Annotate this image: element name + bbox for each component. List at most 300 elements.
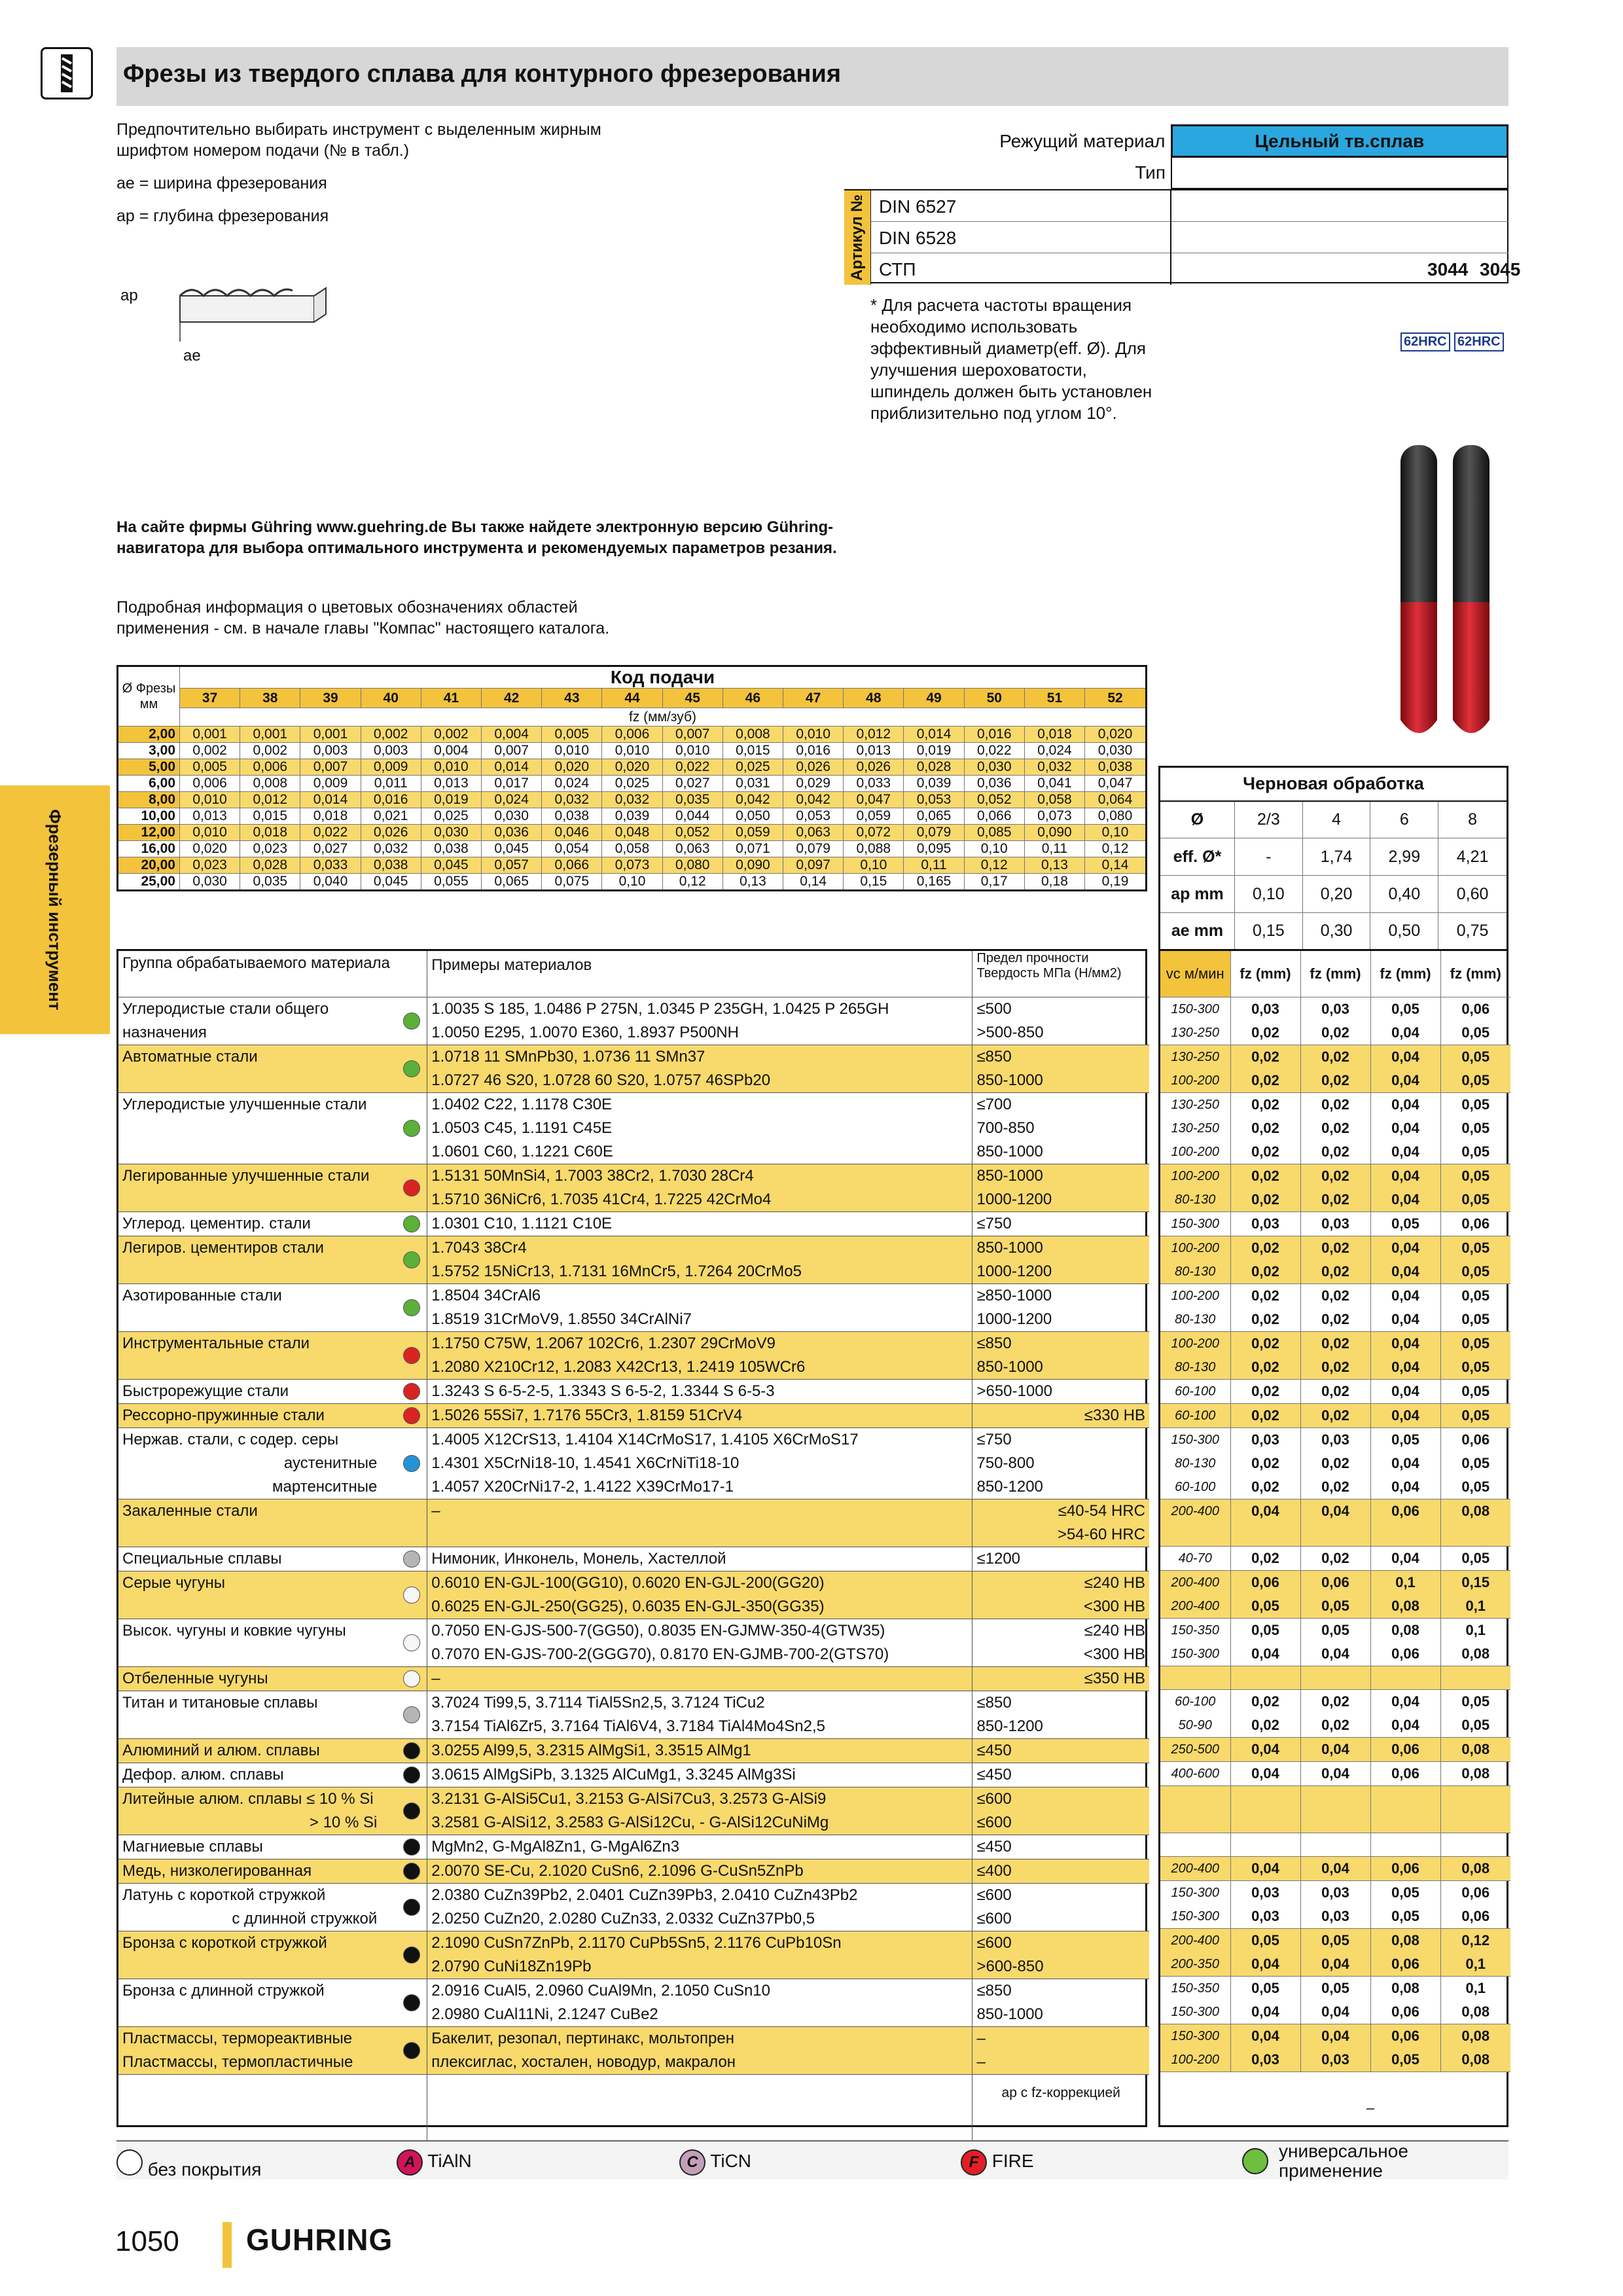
red-application-ball-icon: [403, 1383, 420, 1400]
material-group-name: Азотированные стали: [122, 1286, 282, 1304]
material-strength: 1000-1200: [976, 1190, 1052, 1208]
material-example: 0.7070 EN-GJS-700-2(GGG70), 0.8170 EN-GJMB-700-2(GTS70): [431, 1645, 889, 1663]
black-application-ball-icon: [403, 1767, 420, 1784]
fz-value: 0,04: [1370, 1164, 1440, 1188]
material-group-name: Специальные сплавы: [122, 1549, 282, 1568]
fz-value: 0,04: [1300, 2024, 1370, 2049]
fz-value: 0,05: [1440, 1452, 1510, 1475]
feed-value: 0,015: [722, 743, 783, 759]
brand-logo: GUHRING: [223, 2222, 393, 2268]
material-group-name: Алюминий и алюм. сплавы: [122, 1741, 320, 1759]
feed-value: 0,027: [662, 776, 722, 792]
feed-value: 0,10: [602, 874, 662, 891]
header-bar: [116, 47, 1508, 106]
material-group-name: Углеродистые стали общего: [122, 999, 329, 1018]
vc-value: 100-200: [1171, 1144, 1219, 1159]
vc-value: 400-600: [1160, 1762, 1230, 1786]
fz-value: 0,04: [1370, 1475, 1440, 1499]
fz-value: [1230, 1666, 1300, 1690]
feed-value: 0,059: [844, 808, 904, 825]
fz-value: 0,05: [1440, 1308, 1510, 1332]
feed-value: 0,006: [240, 759, 300, 776]
feed-value: 0,023: [180, 857, 240, 874]
material-group-name: аустенитные: [283, 1454, 378, 1472]
feed-value: 0,019: [904, 743, 964, 759]
material-strength: ≤700: [976, 1095, 1012, 1113]
material-strength: –: [976, 2053, 986, 2071]
material-example: 0.7050 EN-GJS-500-7(GG50), 0.8035 EN-GJMW-350-4(GTW35): [431, 1621, 885, 1640]
feed-value: 0,004: [421, 743, 481, 759]
fz-value: 0,02: [1230, 1379, 1300, 1403]
fz-value: 0,02: [1300, 1308, 1370, 1332]
feed-value: 0,032: [361, 841, 421, 857]
ap-label: ap: [120, 287, 138, 304]
feed-value: 0,095: [904, 841, 964, 857]
material-example: 1.2080 X210Cr12, 1.2083 X42Cr13, 1.2419 105WCr6: [431, 1357, 806, 1376]
fz-value: 0,03: [1300, 1905, 1370, 1929]
fz-value: 0,02: [1300, 1355, 1370, 1380]
feed-value: 0,038: [361, 857, 421, 874]
fz-value: 0,05: [1230, 1619, 1300, 1643]
material-group-name: Пластмассы, термореактивные: [122, 2029, 353, 2047]
fz-value: 0,05: [1370, 1881, 1440, 1905]
feed-value: 0,007: [482, 743, 542, 759]
feed-code: 51: [1024, 689, 1084, 708]
material-example: 3.2581 G-AlSi12, 3.2583 G-AlSi12Cu, - G-AlSi12CuNiMg: [431, 1813, 829, 1831]
feed-value: 0,010: [602, 743, 662, 759]
feed-diameter: 3,00: [118, 743, 180, 759]
feed-value: 0,019: [421, 792, 481, 808]
feed-value: 0,079: [904, 825, 964, 841]
intro-text: [116, 119, 614, 238]
fz-value: 0,02: [1230, 1452, 1300, 1475]
article-label: Артикул №: [848, 194, 866, 281]
feed-value: 0,052: [662, 825, 722, 841]
green-application-ball-icon: [403, 1013, 420, 1030]
feed-value: 0,001: [300, 726, 361, 743]
red-application-ball-icon: [403, 1179, 420, 1196]
roughing-title: Черновая обработка: [1160, 767, 1508, 801]
feed-value: 0,020: [180, 841, 240, 857]
material-group-name: Инструментальные стали: [122, 1334, 310, 1352]
fz-header: fz (mm): [1300, 951, 1370, 997]
fz-value: [1370, 1523, 1440, 1547]
fz-value: 0,04: [1370, 1355, 1440, 1380]
feed-diameter: 25,00: [118, 874, 180, 891]
feed-value: 0,039: [904, 776, 964, 792]
material-example: 3.0615 AlMgSiPb, 3.1325 AlCuMg1, 3.3245 AlMg3Si: [431, 1765, 796, 1784]
material-example: 1.0503 C45, 1.1191 C45E: [431, 1119, 613, 1137]
fz-value: 0,1: [1440, 1594, 1510, 1619]
feed-value: 0,046: [542, 825, 602, 841]
material-strength: <300 HB: [1083, 1645, 1145, 1663]
material-example: 1.0718 11 SMnPb30, 1.0736 11 SMn37: [431, 1047, 705, 1066]
material-example: Нимоник, Инконель, Монель, Хастеллой: [431, 1549, 726, 1568]
fz-value: 0,02: [1300, 1475, 1370, 1499]
legend-tialn: A TiAlN: [397, 2149, 472, 2176]
vc-value: 60-100: [1160, 1690, 1230, 1714]
green-application-ball-icon: [403, 1299, 420, 1316]
material-strength: ≤40-54 HRC: [1058, 1501, 1145, 1520]
fz-value: 0,02: [1300, 1547, 1370, 1571]
material-strength: 850-1000: [976, 1357, 1043, 1376]
feed-code: 40: [361, 689, 421, 708]
feed-value: 0,030: [964, 759, 1024, 776]
vc-value: 150-300: [1160, 1211, 1230, 1236]
intro-note: Предпочтительно выбирать инструмент с выделенным жирным шрифтом номером подачи (№ в табл.): [116, 120, 601, 160]
feed-code: 37: [180, 689, 240, 708]
fz-value: 0,03: [1230, 2048, 1300, 2072]
material-example: MgMn2, G-MgAl8Zn1, G-MgAl6Zn3: [431, 1837, 680, 1856]
cut-sketch: [118, 270, 327, 371]
legend-none: без покрытия: [116, 2149, 261, 2180]
material-group-name: Рессорно-пружинные стали: [122, 1406, 325, 1424]
material-group-name: Магниевые сплавы: [122, 1837, 263, 1856]
roughing-value: 0,30: [1302, 913, 1370, 950]
feed-value: 0,018: [300, 808, 361, 825]
feed-value: 0,012: [240, 792, 300, 808]
feed-value: 0,005: [542, 726, 602, 743]
feed-value: 0,005: [180, 759, 240, 776]
vc-value: 150-350: [1160, 1977, 1230, 2001]
feed-value: 0,002: [361, 726, 421, 743]
side-tab-label: Фрезерный инструмент: [45, 809, 65, 1011]
fz-label: fz (мм/зуб): [180, 708, 1147, 726]
fz-value: 0,06: [1370, 2000, 1440, 2024]
feed-value: 0,038: [421, 841, 481, 857]
roughing-value: 6: [1370, 801, 1438, 838]
fz-value: 0,02: [1230, 1188, 1300, 1212]
material-example: 1.0727 46 S20, 1.0728 60 S20, 1.0757 46SPb20: [431, 1071, 771, 1089]
fz-value: 0,06: [1230, 1571, 1300, 1595]
material-group-name: Латунь с короткой стружкой: [122, 1886, 326, 1904]
feed-value: 0,058: [1024, 792, 1084, 808]
material-strength: ≤850: [976, 1981, 1012, 2000]
fz-value: 0,05: [1440, 1117, 1510, 1140]
green-application-ball-icon: [403, 1120, 420, 1137]
fz-value: 0,02: [1300, 1045, 1370, 1069]
material-group-name: > 10 % Si: [309, 1813, 378, 1831]
fz-value: 0,05: [1440, 1403, 1510, 1427]
feed-code: 45: [662, 689, 722, 708]
fz-value: 0,03: [1300, 2048, 1370, 2072]
fz-value: 0,05: [1370, 1427, 1440, 1452]
roughing-value: 8: [1438, 801, 1508, 838]
vc-header: vc м/мин: [1160, 951, 1230, 997]
material-strength: 850-1200: [976, 1477, 1043, 1496]
fz-value: 0,03: [1300, 1881, 1370, 1905]
roughing-value: 2/3: [1235, 801, 1303, 838]
fz-value: 0,1: [1440, 1977, 1510, 2001]
fz-value: 0,05: [1440, 1069, 1510, 1093]
feed-value: 0,080: [662, 857, 722, 874]
hrc-badge-3045: 62HRC: [1454, 332, 1504, 351]
roughing-value: 0,40: [1370, 876, 1438, 913]
feed-value: 0,001: [180, 726, 240, 743]
fz-value: 0,02: [1230, 1021, 1300, 1045]
fz-header: fz (mm): [1440, 951, 1510, 997]
feed-value: 0,080: [1085, 808, 1147, 825]
material-strength: ≤350 HB: [1084, 1669, 1145, 1687]
material-example: 1.1750 C75W, 1.2067 102Cr6, 1.2307 29CrMoV9: [431, 1334, 776, 1352]
feed-value: 0,029: [783, 776, 844, 792]
fz-value: 0,04: [1370, 1021, 1440, 1045]
material-strength: 850-1000: [976, 1142, 1043, 1160]
feed-value: 0,075: [542, 874, 602, 891]
feed-diameter: 6,00: [118, 776, 180, 792]
feed-value: 0,001: [240, 726, 300, 743]
vc-value: 80-130: [1175, 1359, 1216, 1374]
material-strength: ≤600: [976, 1909, 1012, 1928]
vc-value: [1160, 1786, 1230, 1810]
feed-value: 0,013: [180, 808, 240, 825]
roughing-row-label: ae mm: [1160, 913, 1235, 950]
fz-value: 0,05: [1300, 1594, 1370, 1619]
fz-value: 0,04: [1370, 1308, 1440, 1332]
feed-code: 38: [240, 689, 300, 708]
feed-value: 0,047: [844, 792, 904, 808]
fz-header: fz (mm): [1230, 951, 1300, 997]
din-6528: DIN 6528: [879, 227, 957, 248]
material-example: 1.4005 X12CrS13, 1.4104 X14CrMoS17, 1.4105 X6CrMoS17: [431, 1430, 859, 1448]
fz-value: 0,08: [1370, 1619, 1440, 1643]
material-strength: ≤240 HB: [1084, 1573, 1145, 1592]
black-application-ball-icon: [403, 1946, 420, 1964]
material-example: –: [431, 1501, 440, 1520]
material-strength: ≤400: [976, 1861, 1012, 1880]
red-application-ball-icon: [403, 1347, 420, 1364]
fz-value: 0,04: [1370, 1452, 1440, 1475]
fz-value: 0,04: [1370, 1069, 1440, 1093]
feed-code: 39: [300, 689, 361, 708]
fz-value: 0,08: [1440, 2024, 1510, 2049]
feed-value: 0,014: [482, 759, 542, 776]
feed-value: 0,032: [542, 792, 602, 808]
fz-value: 0,02: [1300, 1452, 1370, 1475]
fz-value: 0,05: [1300, 1929, 1370, 1953]
vc-value: 200-350: [1171, 1957, 1219, 1971]
feed-value: 0,10: [1085, 825, 1147, 841]
feed-value: 0,072: [844, 825, 904, 841]
feed-value: 0,017: [482, 776, 542, 792]
fz-value: 0,02: [1230, 1164, 1300, 1188]
fz-value: 0,04: [1370, 1403, 1440, 1427]
material-strength: ≤450: [976, 1837, 1012, 1856]
feed-value: 0,009: [300, 776, 361, 792]
vc-value: [1160, 1810, 1230, 1833]
feed-value: 0,032: [602, 792, 662, 808]
feed-value: 0,12: [1085, 841, 1147, 857]
material-strength: 850-1000: [976, 1166, 1043, 1185]
feed-value: 0,024: [542, 776, 602, 792]
fz-value: [1440, 1833, 1510, 1857]
feed-value: 0,050: [722, 808, 783, 825]
material-strength: 850-1000: [976, 2005, 1043, 2023]
fz-value: 0,05: [1440, 1475, 1510, 1499]
fz-value: 0,05: [1440, 1260, 1510, 1284]
material-strength: ≥850-1000: [976, 1286, 1052, 1304]
red-application-ball-icon: [403, 1407, 420, 1424]
fz-value: 0,02: [1300, 1117, 1370, 1140]
material-example: 1.5710 36NiCr6, 1.7035 41Cr4, 1.7225 42CrMo4: [431, 1190, 772, 1208]
fz-value: 0,04: [1230, 1762, 1300, 1786]
feed-value: 0,063: [783, 825, 844, 841]
vc-value: 150-300: [1171, 2005, 1219, 2019]
fz-value: 0,02: [1300, 1021, 1370, 1045]
feed-value: 0,010: [421, 759, 481, 776]
vc-value: 100-200: [1160, 1236, 1230, 1260]
feed-code: 43: [542, 689, 602, 708]
feed-value: 0,032: [1024, 759, 1084, 776]
fz-value: 0,05: [1230, 1594, 1300, 1619]
material-group-name: Пластмассы, термопластичные: [122, 2053, 353, 2071]
material-group-name: Серые чугуны: [122, 1573, 226, 1592]
roughing-row-label: Ø: [1160, 801, 1235, 838]
fz-value: [1300, 1666, 1370, 1690]
vc-value: 200-400: [1171, 1599, 1219, 1613]
feed-value: 0,008: [722, 726, 783, 743]
feed-value: 0,024: [1024, 743, 1084, 759]
feed-value: 0,057: [482, 857, 542, 874]
roughing-value: 4,21: [1438, 838, 1508, 876]
feed-value: 0,010: [180, 825, 240, 841]
vc-value: 80-130: [1175, 1312, 1216, 1327]
vc-value: 150-300: [1171, 1909, 1219, 1924]
material-group-name: Высок. чугуны и ковкие чугуны: [122, 1621, 346, 1640]
fz-value: 0,02: [1300, 1164, 1370, 1188]
material-strength: >650-1000: [976, 1382, 1052, 1400]
fz-value: 0,02: [1230, 1475, 1300, 1499]
vc-value: 150-300: [1160, 1427, 1230, 1452]
fz-value: 0,05: [1440, 1188, 1510, 1212]
material-strength: >500-850: [976, 1023, 1044, 1041]
vc-value: 100-200: [1160, 1331, 1230, 1355]
vc-value: 50-90: [1178, 1718, 1212, 1732]
fz-value: 0,04: [1370, 1045, 1440, 1069]
fz-value: [1300, 1810, 1370, 1833]
feed-value: 0,025: [722, 759, 783, 776]
material-example: 1.8504 34CrAl6: [431, 1286, 541, 1304]
fz-value: 0,04: [1300, 2000, 1370, 2024]
material-example: 1.0301 C10, 1.1121 C10E: [431, 1214, 613, 1232]
fz-value: [1230, 1833, 1300, 1857]
feed-value: 0,10: [964, 841, 1024, 857]
feed-value: 0,044: [662, 808, 722, 825]
feed-code: 52: [1085, 689, 1147, 708]
feed-value: 0,19: [1085, 874, 1147, 891]
feed-value: 0,036: [964, 776, 1024, 792]
feed-diameter: 8,00: [118, 792, 180, 808]
fz-value: 0,02: [1230, 1283, 1300, 1308]
fz-value: 0,08: [1440, 2048, 1510, 2072]
ap-note: ap с fz-коррекцией: [972, 2074, 1149, 2146]
material-strength: ≤600: [976, 1886, 1012, 1904]
feed-value: 0,002: [240, 743, 300, 759]
feed-value: 0,016: [783, 743, 844, 759]
green-application-ball-icon: [403, 1060, 420, 1077]
feed-value: 0,027: [300, 841, 361, 857]
feed-value: 0,013: [844, 743, 904, 759]
material-example: 1.4057 X20CrNi17-2, 1.4122 X39CrMo17-1: [431, 1477, 734, 1496]
feed-diameter: 12,00: [118, 825, 180, 841]
feed-value: 0,15: [844, 874, 904, 891]
material-strength: ≤850: [976, 1693, 1012, 1712]
feed-value: 0,003: [300, 743, 361, 759]
feed-value: 0,030: [1085, 743, 1147, 759]
feed-value: 0,026: [844, 759, 904, 776]
fz-value: 0,04: [1230, 2000, 1300, 2024]
material-strength: >600-850: [976, 1957, 1044, 1975]
material-group-name: Медь, низколегированная: [122, 1861, 312, 1880]
material-example: 1.0035 S 185, 1.0486 P 275N, 1.0345 P 235GH, 1.0425 P 265GH: [431, 999, 889, 1018]
material-example: 1.3243 S 6-5-2-5, 1.3343 S 6-5-2, 1.3344 S 6-5-3: [431, 1382, 775, 1400]
material-group-name: назначения: [122, 1023, 207, 1041]
type-label: Тип: [1135, 162, 1166, 183]
fz-value: 0,02: [1230, 1069, 1300, 1093]
black-application-ball-icon: [403, 1994, 420, 2011]
material-example: 2.0790 CuNi18Zn19Pb: [431, 1957, 592, 1975]
vc-value: 80-130: [1175, 1192, 1216, 1207]
feed-value: 0,008: [240, 776, 300, 792]
roughing-value: 4: [1302, 801, 1370, 838]
vc-value: 60-100: [1175, 1479, 1216, 1494]
feed-value: 0,012: [844, 726, 904, 743]
roughing-table: [1158, 766, 1508, 951]
material-group-name: Отбеленные чугуны: [122, 1669, 268, 1687]
fz-value: 0,04: [1230, 1642, 1300, 1666]
vc-value: 100-200: [1171, 2053, 1219, 2067]
feed-value: 0,066: [964, 808, 1024, 825]
vc-value: 80-130: [1175, 1264, 1216, 1279]
vc-value: 100-200: [1160, 1283, 1230, 1308]
material-strength: ≤750: [976, 1430, 1012, 1448]
feed-value: 0,007: [300, 759, 361, 776]
feed-value: 0,10: [844, 857, 904, 874]
white-application-ball-icon: [403, 1670, 420, 1687]
feed-value: 0,013: [421, 776, 481, 792]
feed-value: 0,014: [904, 726, 964, 743]
feed-value: 0,031: [722, 776, 783, 792]
fz-value: 0,02: [1230, 1713, 1300, 1738]
fz-value: 0,02: [1300, 1236, 1370, 1260]
fz-value: [1370, 1786, 1440, 1810]
vc-value: 130-250: [1171, 1025, 1219, 1040]
material-example: 1.5752 15NiCr13, 1.7131 16MnCr5, 1.7264 20CrMo5: [431, 1262, 802, 1280]
feed-value: 0,042: [722, 792, 783, 808]
feed-value: 0,028: [904, 759, 964, 776]
fz-value: [1440, 1786, 1510, 1810]
material-strength: ≤240 HB: [1084, 1621, 1145, 1640]
hrc-badge-3044: 62HRC: [1400, 332, 1450, 351]
fz-value: 0,05: [1440, 1379, 1510, 1403]
feed-value: 0,073: [602, 857, 662, 874]
material-strength: ≤850: [976, 1334, 1012, 1352]
fz-value: 0,04: [1370, 1092, 1440, 1117]
feed-value: 0,030: [180, 874, 240, 891]
material-example: 0.6010 EN-GJL-100(GG10), 0.6020 EN-GJL-200(GG20): [431, 1573, 825, 1592]
material-groups-table: [116, 949, 1147, 2127]
feed-value: 0,022: [964, 743, 1024, 759]
fz-value: 0,03: [1300, 997, 1370, 1021]
feed-code: 44: [602, 689, 662, 708]
feed-value: 0,040: [300, 874, 361, 891]
feed-value: 0,079: [783, 841, 844, 857]
material-strength: ≤1200: [976, 1549, 1021, 1568]
material-strength: 850-1000: [976, 1238, 1043, 1257]
feed-value: 0,11: [904, 857, 964, 874]
material-example: 1.5026 55Si7, 1.7176 55Cr3, 1.8159 51CrV4: [431, 1406, 743, 1424]
fz-value: 0,03: [1230, 997, 1300, 1021]
